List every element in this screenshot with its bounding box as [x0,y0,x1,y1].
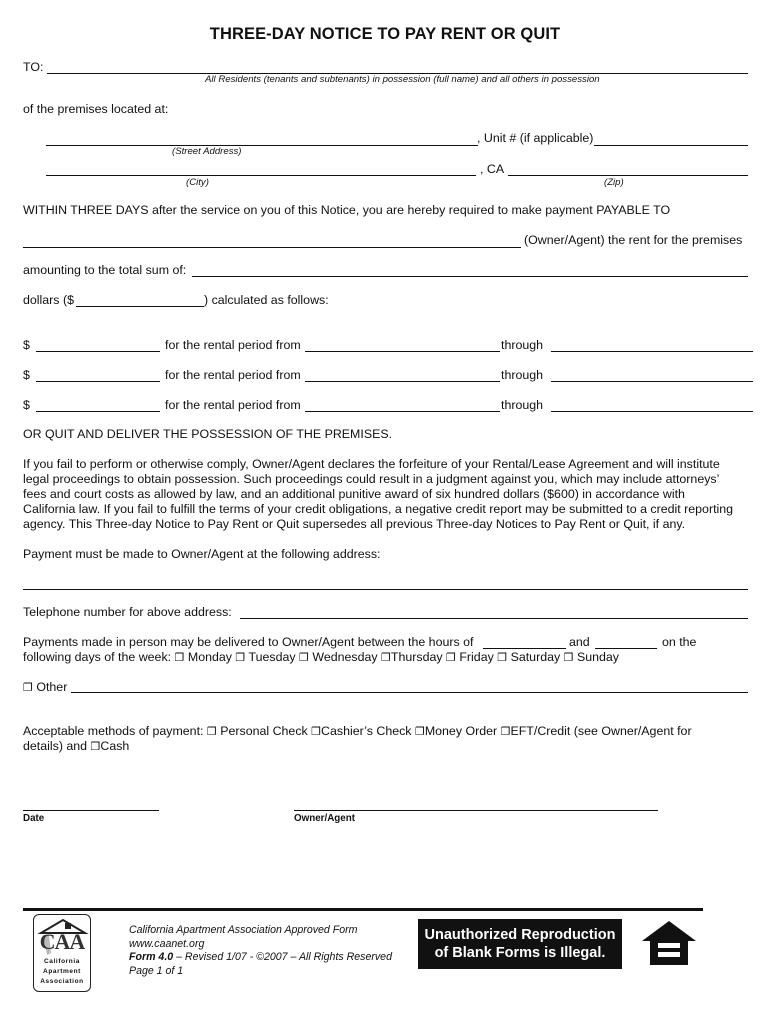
unauthorized-warning [418,919,622,969]
rent-row-dollar: $ [23,398,30,412]
day-label: Wednesday [312,650,378,664]
method-label: Money Order [424,724,498,738]
rent-row-through: through [501,398,544,412]
rent-row-period: for the rental period from [165,368,301,382]
owner-agent-signature-field[interactable] [294,810,658,811]
checkbox-friday[interactable]: ❐ [446,651,456,664]
methods-row [23,724,692,739]
to-label: TO: [23,60,44,74]
other-label: Other [36,680,68,694]
rent-row-through: through [501,338,544,352]
checkbox-eft-credit[interactable]: ❐ [500,725,511,738]
caa-logo-line: Apartment [43,968,81,975]
payable-to-field[interactable] [23,247,521,248]
owner-agent-label: Owner/Agent [294,813,355,824]
caa-logo-line: California [44,958,80,965]
rent-row-dollar: $ [23,368,30,382]
methods-line2: details) and [23,739,88,753]
forfeiture-line: agency. This Three-day Notice to Pay Rent or Quit supersedes all previous Three-day Notices to Pay Rent or Quit, if any. [23,517,686,531]
day-label: Saturday [510,650,561,664]
footer-website: www.caanet.org [129,937,205,950]
checkbox-personal-check[interactable]: ❐ [206,725,217,738]
street-address-field[interactable] [46,145,478,146]
checkbox-monday[interactable]: ❐ [174,651,185,664]
rent-amount-field[interactable] [36,381,160,382]
footer-rule [23,908,703,911]
street-caption: (Street Address) [172,146,242,157]
day-label: Monday [187,650,232,664]
rent-from-field[interactable] [305,411,500,412]
payment-address-label: Payment must be made to Owner/Agent at the following address: [23,547,381,561]
amount-label: amounting to the total sum of: [23,263,187,277]
other-row [23,680,67,695]
method-label: Cashier’s Check [321,724,412,738]
footer-page: Page 1 of 1 [129,964,184,977]
within-three-days-text: WITHIN THREE DAYS after the service on you of this Notice, you are hereby required to make payment PAYABLE TO [23,203,671,217]
footer-revision: – Revised 1/07 - ©2007 – All Rights Reserved [173,951,392,963]
city-field[interactable] [46,175,476,176]
caa-logo-line: Association [40,978,84,985]
cash-label: Cash [100,739,130,753]
method-label: EFT/Credit (see Owner/Agent for [510,724,692,738]
hours-from-field[interactable] [483,648,566,649]
unit-label: , Unit # (if applicable) [477,131,594,145]
checkbox-saturday[interactable]: ❐ [497,651,508,664]
or-quit-text: OR QUIT AND DELIVER THE POSSESSION OF THE PREMISES. [23,427,393,441]
hours-to-field[interactable] [595,648,657,649]
premises-label: of the premises located at: [23,102,169,116]
and-label: and [569,635,590,649]
warning-line: of Blank Forms is Illegal. [434,945,606,961]
caa-logo-letters: CAA [39,929,85,954]
telephone-label: Telephone number for above address: [23,605,232,619]
checkbox-cashiers-check[interactable]: ❐ [311,725,322,738]
rent-from-field[interactable] [305,351,500,352]
footer-info [129,924,392,978]
forfeiture-line: fees and court costs as allowed by law, and an additional punitive award of six hundred dollars ($600) in accordance with [23,487,685,501]
other-field[interactable] [71,692,748,693]
method-label: Personal Check [220,724,308,738]
checkbox-cash[interactable]: ❐ [90,740,101,753]
forfeiture-paragraph [23,457,758,532]
footer-approved: California Apartment Association Approved Form [129,924,358,936]
checkbox-other[interactable]: ❐ [23,681,33,694]
dollars-close: ) calculated as follows: [204,293,329,307]
rent-through-field[interactable] [551,411,753,412]
unit-field[interactable] [594,145,748,146]
rent-amount-field[interactable] [36,411,160,412]
rent-row-dollar: $ [23,338,30,352]
forfeiture-line: California law. If you fail to fulfill the terms of your credit obligations, a negative credit report may be submitted to a credit reporting [23,502,734,516]
rent-from-field[interactable] [305,381,500,382]
checkbox-money-order[interactable]: ❐ [414,725,425,738]
owner-agent-rent-text: (Owner/Agent) the rent for the premises [524,233,743,247]
warning-line: Unauthorized Reproduction [424,927,616,943]
checkbox-tuesday[interactable]: ❐ [235,651,246,664]
rent-through-field[interactable] [551,351,753,352]
form-title: THREE-DAY NOTICE TO PAY RENT OR QUIT [209,25,561,43]
days-prefix: following days of the week: [23,650,172,664]
telephone-field[interactable] [240,618,748,619]
days-row [23,650,619,665]
forfeiture-line: If you fail to perform or otherwise comply, Owner/Agent declares the forfeiture of your Rental/Lease Agreement and will institute [23,457,720,471]
rent-amount-field[interactable] [36,351,160,352]
rent-row-period: for the rental period from [165,398,301,412]
ca-label: , CA [480,162,505,176]
checkbox-wednesday[interactable]: ❐ [299,651,309,664]
footer-revision-line [129,951,392,965]
forfeiture-line: legal proceedings to obtain possession. Such proceedings could result in a judgment against you, which may include attorneys’ [23,472,720,486]
zip-field[interactable] [508,175,748,176]
date-field[interactable] [23,810,159,811]
footer-form-number: Form 4.0 [129,951,174,963]
checkbox-sunday[interactable]: ❐ [563,651,574,664]
dollars-field[interactable] [76,306,204,307]
in-person-text: Payments made in person may be delivered to Owner/Agent between the hours of [23,635,474,649]
day-label: Sunday [576,650,619,664]
dollars-open: dollars ($ [23,293,74,307]
rent-row-through: through [501,368,544,382]
methods-label: Acceptable methods of payment: [23,724,204,738]
day-label: Thursday [390,650,443,664]
on-the-label: on the [662,635,697,649]
caa-logo [33,914,91,992]
to-caption: All Residents (tenants and subtenants) in possession (full name) and all others in possession [205,74,600,85]
day-label: Friday [459,650,494,664]
rent-row-period: for the rental period from [165,338,301,352]
day-label: Tuesday [248,650,296,664]
zip-caption: (Zip) [604,177,624,188]
equal-housing-icon [640,919,698,974]
city-caption: (City) [186,177,209,188]
amount-field[interactable] [192,276,748,277]
rent-through-field[interactable] [551,381,753,382]
date-label: Date [23,813,45,824]
caa-logo-text [34,957,90,987]
checkbox-thursday[interactable]: ❐ [381,651,391,664]
methods-row-2 [23,739,129,754]
payment-address-field[interactable] [23,589,748,590]
